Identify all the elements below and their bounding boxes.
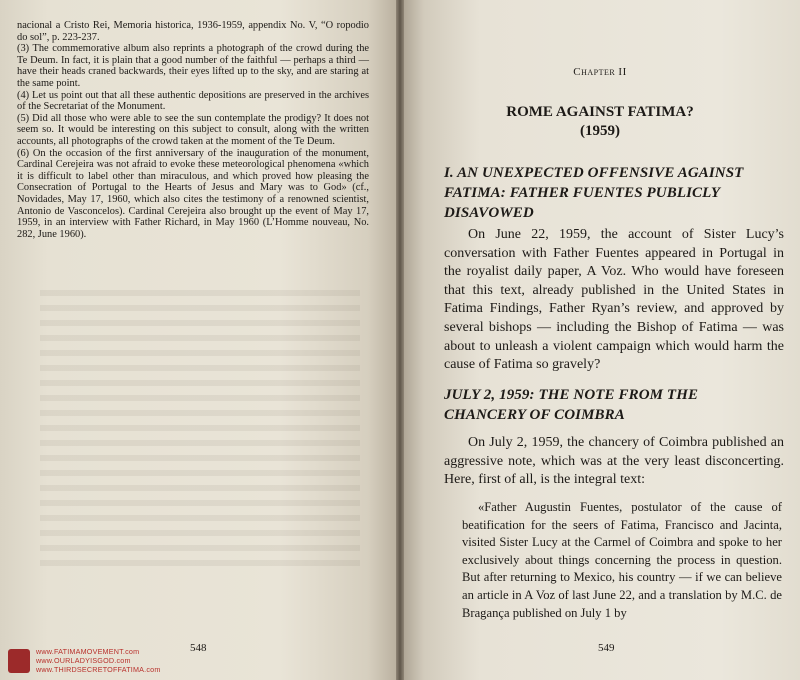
chapter-title-line-2: (1959)	[580, 123, 620, 139]
watermark-url-1: www.FATIMAMOVEMENT.com	[36, 647, 140, 656]
paragraph-text: On July 2, 1959, the chancery of Coimbra published an aggressive note, which was at the very least disconcerting. Here, first of all, is the integral text:	[444, 435, 784, 488]
chapter-title-line-1: ROME AGAINST FATIMA?	[506, 104, 694, 120]
footnote-continuation: nacional a Cristo Rei, Memoria historica, 1936-1959, appendix No. V, “O ropodio do sol”, p. 223-237.	[17, 20, 369, 43]
quote-text: «Father Augustin Fuentes, postulator of the cause of beatification for the seers of Fatima, Francisco and Jacinta, visited Sister Lucy at the Carmel of Coimbra and spoke to her exclusively about things concerning the process in question. But after returning to Mexico, his country — if we can believe an article in A Voz of last June 22, and a translation by M.C. de Bragança published on July 1 by	[462, 500, 782, 620]
block-quote	[462, 499, 782, 622]
chapter-title	[400, 103, 800, 141]
body-paragraph-1	[444, 226, 784, 375]
bleed-through-text	[40, 290, 360, 570]
footnote-4: (4) Let us point out that all these authentic depositions are preserved in the archives of the Secretariat of the Monument.	[17, 89, 369, 113]
seal-icon	[8, 649, 30, 673]
chapter-label: Chapter II	[573, 66, 627, 78]
section-heading-1: I. AN UNEXPECTED OFFENSIVE AGAINST FATIMA: FATHER FUENTES PUBLICLY DISAVOWED	[444, 165, 744, 221]
paragraph-text: On June 22, 1959, the account of Sister Lucy’s conversation with Father Fuentes appeared in Portugal in the royalist daily paper, A Voz. Who would have foreseen that this text, already published in the United States in Fatima Findings, Father Ryan’s review, and approved by several bishops — including the Bishop of Fatima — was about to unleash a violent campaign which would harm the cause of Fatima so gravely?	[444, 227, 784, 373]
footnote-6: (6) On the occasion of the first anniversary of the inauguration of the monument, Cardinal Cerejeira was not afraid to evoke these meteorological phenomena «which it is difficult to label other than miraculous, and which proved how pleasing the Consecration of Portugal to the Hearts of Jesus and Mary was to God» (cf., Novidades, May 17, 1960, which also cites the testimony of a renowned scientist, Antonio de Vasconcelos). Cardinal Cerejeira also brought up the event of May 17, 1959, in an interview with Father Richard, in May 1960 (L’Homme nouveau, No. 282, June 1960).	[17, 147, 369, 240]
watermark-url-3: www.THIRDSECRETOFFATIMA.com	[36, 665, 161, 674]
section-heading-2: JULY 2, 1959: THE NOTE FROM THE CHANCERY OF COIMBRA	[444, 387, 699, 423]
footnotes	[17, 20, 369, 240]
watermark-urls	[36, 647, 161, 674]
book-gutter	[396, 0, 404, 680]
footnote-5: (5) Did all those who were able to see the sun contemplate the prodigy? It does not seem so. It would be interesting on this subject to consult, along with the written accounts, all photographs of the crowd taken at the moment of the Te Deum.	[17, 112, 369, 147]
page-number-left: 548	[190, 642, 207, 654]
page-number-right: 549	[598, 642, 615, 654]
watermark	[8, 647, 208, 677]
footnote-3: (3) The commemorative album also reprints a photograph of the crowd during the Te Deum. In fact, it is plain that a good number of the faithful — perhaps a third — have their heads craned backwards, their eyes lifted up to the sky, and are staring at the same point.	[17, 43, 369, 89]
watermark-url-2: www.OURLADYISGOD.com	[36, 656, 131, 665]
body-paragraph-2	[444, 434, 784, 490]
